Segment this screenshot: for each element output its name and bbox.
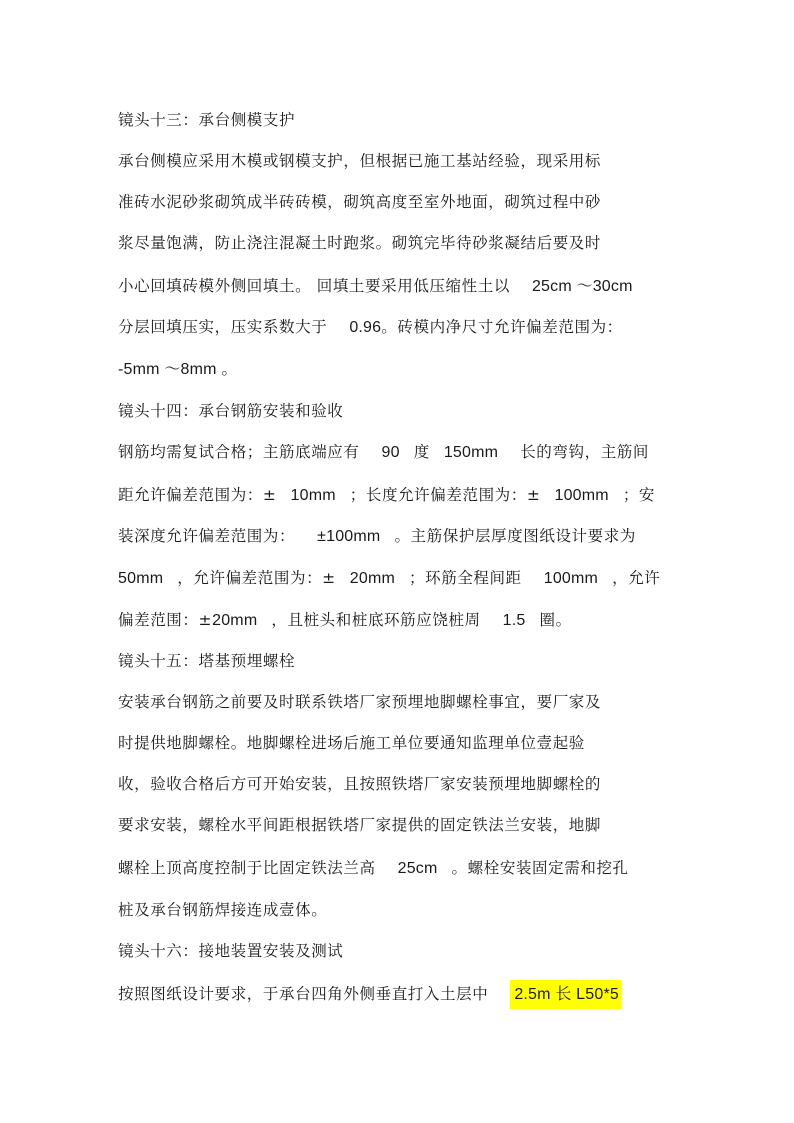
section-13-heading: 镜头十三：承台侧模支护	[118, 111, 296, 129]
paragraph-line	[118, 442, 649, 463]
text-segment: 距允许偏差范围为：±	[118, 486, 277, 504]
measurement-value: 20mm	[349, 570, 396, 587]
text-segment: ，且桩头和桩底环筋应饶桩周	[271, 611, 481, 629]
text-segment: ；安	[622, 486, 656, 504]
measurement-value: 100mm	[543, 570, 599, 587]
paragraph-line: 收，验收合格后方可开始安装，且按照铁塔厂家安装预埋地脚螺栓的	[118, 775, 602, 793]
highlighted-measurement: 2.5m 长 L50*5	[510, 980, 621, 1009]
measurement-value: 50mm	[118, 570, 164, 587]
measurement-value: 100mm	[554, 487, 609, 504]
paragraph-line	[118, 568, 660, 589]
paragraph-line	[118, 858, 629, 879]
section-16-heading: 镜头十六：接地装置安装及测试	[118, 942, 344, 960]
text-segment: 按照图纸设计要求，于承台四角外侧垂直打入土层中	[118, 985, 489, 1003]
text-segment: ，允许	[612, 569, 661, 587]
measurement-value: 1.5	[502, 612, 526, 629]
measurement-value: 25cm	[397, 860, 438, 877]
measurement-value: 25cm ～30cm	[531, 278, 633, 295]
paragraph-line: 要求安装，螺栓水平间距根据铁塔厂家提供的固定铁法兰安装，地脚	[118, 816, 602, 834]
text-segment: 小心回填砖模外侧回填土。 回填土要采用低压缩性土以	[118, 277, 510, 295]
measurement-value: 10mm	[290, 487, 336, 504]
text-segment: ；长度允许偏差范围为：±	[349, 486, 541, 504]
measurement-value: ±100mm	[317, 528, 381, 545]
text-segment: 度	[413, 443, 430, 461]
text-segment: 。砖模内净尺寸允许偏差范围为：	[381, 318, 623, 336]
section-14-heading: 镜头十四：承台钢筋安装和验收	[118, 402, 344, 420]
text-segment: 。螺栓安装固定需和挖孔	[451, 859, 629, 877]
paragraph-line: 桩及承台钢筋焊接连成壹体。	[118, 901, 328, 919]
text-segment: 装深度允许偏差范围为：	[118, 527, 296, 545]
measurement-value: 20mm	[212, 612, 258, 629]
text-segment: 。主筋保护层厚度图纸设计要求为	[394, 527, 636, 545]
paragraph-line	[118, 276, 633, 297]
measurement-value: 90	[381, 444, 400, 461]
text-segment: 螺栓上顶高度控制于比固定铁法兰高	[118, 859, 376, 877]
text-segment: ，允许偏差范围为：±	[177, 569, 336, 587]
text-segment: 分层回填压实，压实系数大于	[118, 318, 328, 336]
text-segment: 圈。	[539, 611, 572, 629]
paragraph-line	[118, 485, 655, 506]
paragraph-line: 时提供地脚螺栓。地脚螺栓进场后施工单位要通知监理单位壹起验	[118, 734, 585, 752]
paragraph-line	[118, 317, 623, 338]
measurement-value: 0.96	[349, 319, 382, 336]
text-segment: 偏差范围：±	[118, 611, 213, 629]
text-segment: 钢筋均需复试合格；主筋底端应有	[118, 443, 360, 461]
paragraph-line: 安装承台钢筋之前要及时联系铁塔厂家预埋地脚螺栓事宜，要厂家及	[118, 693, 602, 711]
paragraph-line: 准砖水泥砂浆砌筑成半砖砖模，砌筑高度至室外地面，砌筑过程中砂	[118, 193, 602, 211]
paragraph-line: 浆尽量饱满，防止浇注混凝土时跑浆。砌筑完毕待砂浆凝结后要及时	[118, 234, 602, 252]
text-segment: 长的弯钩，主筋间	[520, 443, 649, 461]
section-15-heading: 镜头十五：塔基预埋螺栓	[118, 652, 296, 670]
paragraph-line	[118, 610, 572, 631]
paragraph-line: -5mm ～8mm 。	[118, 361, 238, 378]
text-segment: ；环筋全程间距	[409, 569, 522, 587]
paragraph-line	[118, 526, 636, 547]
paragraph-line	[118, 984, 621, 1005]
measurement-value: 150mm	[443, 444, 499, 461]
paragraph-line: 承台侧模应采用木模或钢模支护，但根据已施工基站经验，现采用标	[118, 152, 602, 170]
